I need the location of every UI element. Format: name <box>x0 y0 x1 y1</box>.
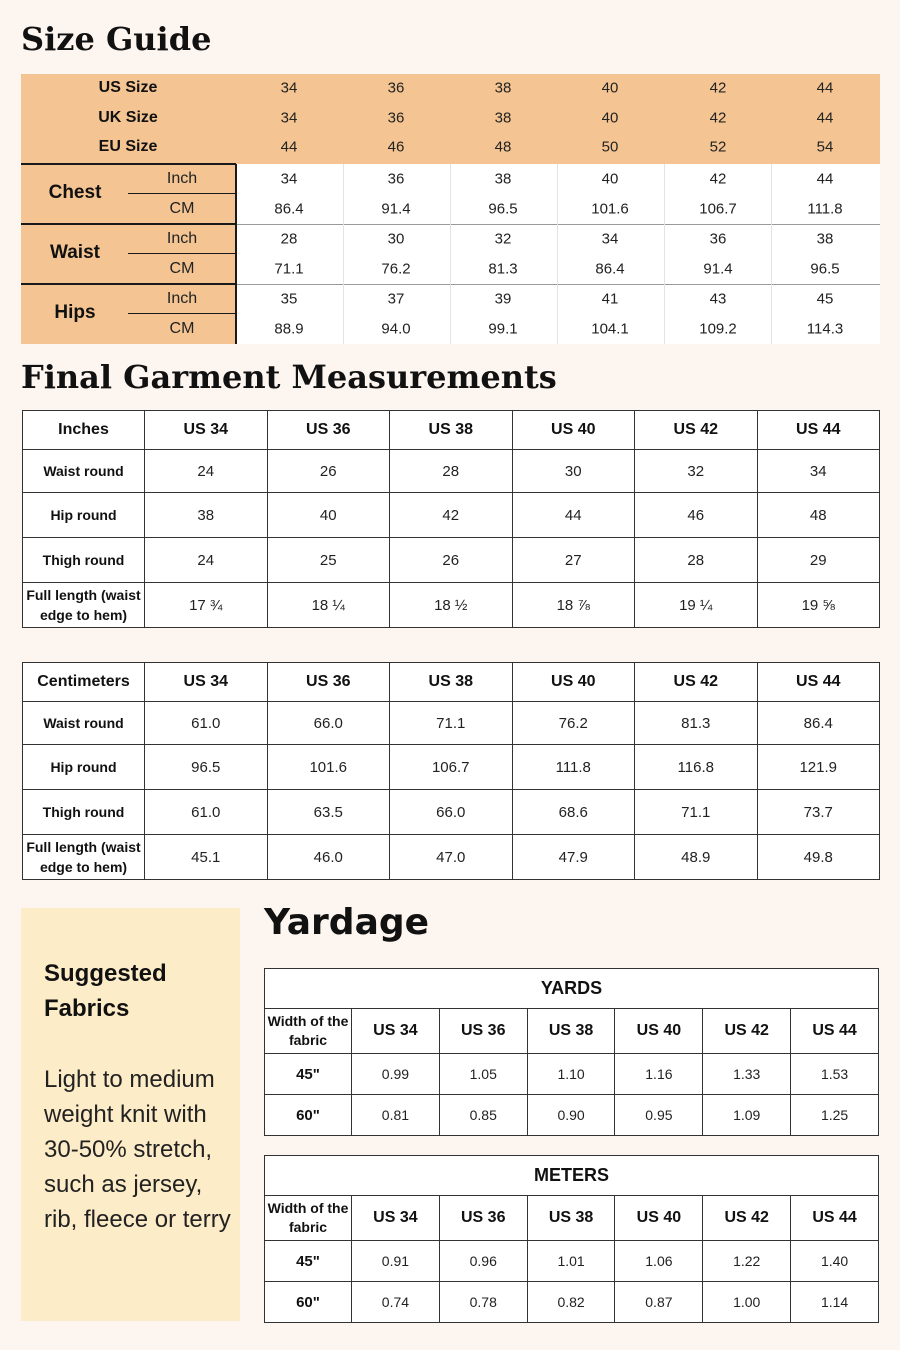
garment-measurements-title: Final Garment Measurements <box>21 358 557 396</box>
table-row <box>265 1241 879 1282</box>
unit-label: Inch <box>166 170 198 187</box>
yardage-cell: 0.90 <box>527 1095 615 1136</box>
measurement-value: 32 <box>494 230 512 248</box>
table-row <box>23 835 880 880</box>
measurement-cell: 116.8 <box>635 745 758 790</box>
measurement-cell: 38 <box>145 493 268 538</box>
measurement-value: 86.4 <box>595 260 625 278</box>
unit-label: CM <box>169 200 195 217</box>
measurement-cell: 40 <box>267 493 390 538</box>
size-column-header: US 34 <box>352 1196 440 1241</box>
size-header-value: 52 <box>709 138 727 156</box>
measurement-value: 106.7 <box>699 200 737 218</box>
yardage-meters-table <box>264 1155 879 1323</box>
table-row <box>23 745 880 790</box>
measurement-value: 81.3 <box>488 260 518 278</box>
cell-separator <box>664 164 665 224</box>
measurement-value: 34 <box>601 230 619 248</box>
measurement-cell: 71.1 <box>635 790 758 835</box>
measurement-value: 38 <box>494 170 512 188</box>
size-header-value: 36 <box>387 79 405 97</box>
measurement-cell: 34 <box>757 450 880 493</box>
measurement-row-label: Waist round <box>23 450 145 493</box>
measurement-cell: 68.6 <box>512 790 635 835</box>
size-header-value: 44 <box>816 79 834 97</box>
measurement-value: 41 <box>601 290 619 308</box>
yardage-cell: 0.99 <box>352 1054 440 1095</box>
suggested-fabrics-text: Light to medium weight knit with 30-50% stretch, such as jersey, rib, fleece or terry <box>44 1066 231 1233</box>
measurement-value: 109.2 <box>699 320 737 338</box>
measurement-value: 34 <box>280 170 298 188</box>
cell-separator <box>450 224 451 284</box>
table-row <box>23 493 880 538</box>
measurement-value: 91.4 <box>381 200 411 218</box>
measurement-value: 37 <box>387 290 405 308</box>
measurement-value: 76.2 <box>381 260 411 278</box>
measurement-cell: 121.9 <box>757 745 880 790</box>
measurement-value: 111.8 <box>807 200 843 218</box>
size-column-header: US 42 <box>635 663 758 702</box>
measurement-row-label: Waist round <box>23 702 145 745</box>
size-guide-title: Size Guide <box>21 20 212 58</box>
measurement-cell: 27 <box>512 538 635 583</box>
size-column-header: US 34 <box>145 411 268 450</box>
size-guide-table <box>21 74 880 344</box>
size-column-header: US 34 <box>145 663 268 702</box>
fabric-width-header: Width of the fabric <box>265 1009 352 1054</box>
measurement-cell: 111.8 <box>512 745 635 790</box>
cell-separator <box>450 284 451 344</box>
size-system-label: UK Size <box>98 109 158 126</box>
yardage-cell: 1.33 <box>703 1054 791 1095</box>
measurement-cell: 76.2 <box>512 702 635 745</box>
yardage-cell: 1.22 <box>703 1241 791 1282</box>
measurement-cell: 26 <box>390 538 513 583</box>
size-column-header: US 36 <box>267 411 390 450</box>
size-column-header: US 40 <box>615 1196 703 1241</box>
cell-separator <box>343 284 344 344</box>
yardage-unit-caption: METERS <box>265 1156 879 1196</box>
measurement-row-label: Thigh round <box>23 790 145 835</box>
measurement-cell: 66.0 <box>390 790 513 835</box>
yardage-cell: 1.25 <box>791 1095 879 1136</box>
size-header-value: 48 <box>494 138 512 156</box>
measurement-cell: 86.4 <box>757 702 880 745</box>
measurement-cell: 49.8 <box>757 835 880 880</box>
yardage-unit-caption: YARDS <box>265 969 879 1009</box>
measurement-cell: 19 ⅝ <box>757 583 880 628</box>
yardage-yards-table <box>264 968 879 1136</box>
measurement-cell: 61.0 <box>145 790 268 835</box>
measurement-cell: 44 <box>512 493 635 538</box>
yardage-cell: 1.53 <box>791 1054 879 1095</box>
measurement-row-label: Hip round <box>23 493 145 538</box>
measurement-cell: 25 <box>267 538 390 583</box>
unit-divider <box>128 313 236 314</box>
measurement-row-label: Thigh round <box>23 538 145 583</box>
cell-separator <box>343 164 344 224</box>
cell-separator <box>557 284 558 344</box>
size-header-value: 44 <box>280 138 298 156</box>
size-header-value: 42 <box>709 79 727 97</box>
measurement-cell: 28 <box>390 450 513 493</box>
measurement-row-label: Hip round <box>23 745 145 790</box>
measurement-cell: 61.0 <box>145 702 268 745</box>
size-header-value: 38 <box>494 79 512 97</box>
unit-label: Inch <box>166 230 198 247</box>
size-column-header: US 40 <box>512 411 635 450</box>
yardage-cell: 1.01 <box>527 1241 615 1282</box>
measurement-value: 114.3 <box>806 320 844 338</box>
fabric-width-label: 60" <box>265 1282 352 1323</box>
measurement-value: 36 <box>387 170 405 188</box>
measurement-row-label: Full length (waist edge to hem) <box>23 583 145 628</box>
measurement-cell: 24 <box>145 538 268 583</box>
yardage-cell: 1.06 <box>615 1241 703 1282</box>
size-header-value: 46 <box>387 138 405 156</box>
table-row <box>23 538 880 583</box>
size-column-header: US 42 <box>703 1196 791 1241</box>
size-column-header: US 38 <box>390 663 513 702</box>
size-column-header: US 42 <box>635 411 758 450</box>
measurement-value: 96.5 <box>488 200 518 218</box>
size-system-label: EU Size <box>98 138 158 155</box>
size-header-value: 40 <box>601 109 619 127</box>
measurement-group-label: Hips <box>54 302 96 323</box>
label-divider <box>235 164 237 344</box>
measurement-cell: 45.1 <box>145 835 268 880</box>
yardage-cell: 1.40 <box>791 1241 879 1282</box>
size-column-header: US 44 <box>791 1196 879 1241</box>
cell-separator <box>343 224 344 284</box>
table-row <box>265 1054 879 1095</box>
unit-label: Inch <box>166 290 198 307</box>
size-header-value: 34 <box>280 79 298 97</box>
yardage-cell: 1.14 <box>791 1282 879 1323</box>
size-column-header: US 38 <box>390 411 513 450</box>
size-header-value: 40 <box>601 79 619 97</box>
row-divider <box>236 284 880 285</box>
measurement-cell: 18 ¼ <box>267 583 390 628</box>
row-divider <box>236 224 880 225</box>
measurement-cell: 81.3 <box>635 702 758 745</box>
yardage-cell: 0.85 <box>439 1095 527 1136</box>
group-divider <box>21 283 236 285</box>
unit-label: CM <box>169 320 195 337</box>
measurement-cell: 18 ½ <box>390 583 513 628</box>
suggested-fabrics-title: Suggested Fabrics <box>44 960 167 1022</box>
size-column-header: US 44 <box>757 411 880 450</box>
yardage-cell: 0.78 <box>439 1282 527 1323</box>
unit-divider <box>128 193 236 194</box>
table-row <box>23 450 880 493</box>
measurement-value: 104.1 <box>591 320 629 338</box>
yardage-cell: 0.74 <box>352 1282 440 1323</box>
measurement-value: 39 <box>494 290 512 308</box>
size-header-value: 50 <box>601 138 619 156</box>
size-column-header: US 34 <box>352 1009 440 1054</box>
measurement-value: 91.4 <box>703 260 733 278</box>
measurement-cell: 101.6 <box>267 745 390 790</box>
size-column-header: US 44 <box>757 663 880 702</box>
yardage-cell: 1.05 <box>439 1054 527 1095</box>
measurement-cell: 71.1 <box>390 702 513 745</box>
table-row <box>23 790 880 835</box>
fabric-width-label: 60" <box>265 1095 352 1136</box>
measurement-cell: 17 ¾ <box>145 583 268 628</box>
measurement-cell: 48 <box>757 493 880 538</box>
yardage-cell: 0.87 <box>615 1282 703 1323</box>
measurement-value: 28 <box>280 230 298 248</box>
cell-separator <box>664 284 665 344</box>
garment-inches-table <box>22 410 880 628</box>
measurement-cell: 30 <box>512 450 635 493</box>
measurement-cell: 73.7 <box>757 790 880 835</box>
measurement-cell: 96.5 <box>145 745 268 790</box>
yardage-cell: 1.09 <box>703 1095 791 1136</box>
suggested-fabrics-box <box>21 908 240 1321</box>
measurement-cell: 46.0 <box>267 835 390 880</box>
measurement-cell: 28 <box>635 538 758 583</box>
group-divider <box>21 163 236 165</box>
measurement-value: 42 <box>709 170 727 188</box>
measurement-cell: 26 <box>267 450 390 493</box>
measurement-value: 96.5 <box>810 260 840 278</box>
size-column-header: US 36 <box>439 1196 527 1241</box>
size-column-header: US 40 <box>615 1009 703 1054</box>
fabric-width-header: Width of the fabric <box>265 1196 352 1241</box>
measurement-value: 71.1 <box>274 260 304 278</box>
size-column-header: US 36 <box>439 1009 527 1054</box>
size-header-value: 44 <box>816 109 834 127</box>
cell-separator <box>771 164 772 224</box>
measurement-value: 94.0 <box>381 320 411 338</box>
measurement-cell: 29 <box>757 538 880 583</box>
yardage-cell: 1.10 <box>527 1054 615 1095</box>
yardage-cell: 0.95 <box>615 1095 703 1136</box>
yardage-cell: 1.00 <box>703 1282 791 1323</box>
size-column-header: US 38 <box>527 1196 615 1241</box>
measurement-group-label: Chest <box>48 182 102 203</box>
measurement-cell: 42 <box>390 493 513 538</box>
table-row <box>265 1095 879 1136</box>
measurement-value: 30 <box>387 230 405 248</box>
size-column-header: US 42 <box>703 1009 791 1054</box>
measurement-value: 101.6 <box>591 200 629 218</box>
group-divider <box>21 223 236 225</box>
size-column-header: US 40 <box>512 663 635 702</box>
measurement-value: 38 <box>816 230 834 248</box>
cell-separator <box>557 224 558 284</box>
size-header-value: 34 <box>280 109 298 127</box>
measurement-cell: 63.5 <box>267 790 390 835</box>
measurement-value: 88.9 <box>274 320 304 338</box>
measurement-value: 99.1 <box>488 320 518 338</box>
yardage-cell: 0.81 <box>352 1095 440 1136</box>
measurement-value: 40 <box>601 170 619 188</box>
size-column-header: US 36 <box>267 663 390 702</box>
measurement-cell: 106.7 <box>390 745 513 790</box>
units-corner: Inches <box>23 411 145 450</box>
measurement-cell: 46 <box>635 493 758 538</box>
measurement-value: 45 <box>816 290 834 308</box>
measurement-group-label: Waist <box>50 242 100 263</box>
measurement-cell: 47.9 <box>512 835 635 880</box>
table-row <box>23 583 880 628</box>
unit-divider <box>128 253 236 254</box>
fabric-width-label: 45" <box>265 1241 352 1282</box>
cell-separator <box>664 224 665 284</box>
cell-separator <box>771 284 772 344</box>
fabric-width-label: 45" <box>265 1054 352 1095</box>
measurement-value: 43 <box>709 290 727 308</box>
yardage-cell: 1.16 <box>615 1054 703 1095</box>
yardage-title: Yardage <box>264 902 430 943</box>
yardage-cell: 0.91 <box>352 1241 440 1282</box>
measurement-value-area <box>236 164 880 344</box>
measurement-value: 36 <box>709 230 727 248</box>
table-row <box>23 702 880 745</box>
cell-separator <box>771 224 772 284</box>
size-header-value: 42 <box>709 109 727 127</box>
measurement-row-label: Full length (waist edge to hem) <box>23 835 145 880</box>
measurement-cell: 18 ⅞ <box>512 583 635 628</box>
garment-centimeters-table <box>22 662 880 880</box>
size-column-header: US 44 <box>791 1009 879 1054</box>
measurement-cell: 66.0 <box>267 702 390 745</box>
cell-separator <box>557 164 558 224</box>
measurement-value: 86.4 <box>274 200 304 218</box>
size-header-value: 38 <box>494 109 512 127</box>
measurement-cell: 47.0 <box>390 835 513 880</box>
measurement-cell: 32 <box>635 450 758 493</box>
size-header-value: 36 <box>387 109 405 127</box>
measurement-cell: 48.9 <box>635 835 758 880</box>
units-corner: Centimeters <box>23 663 145 702</box>
unit-label: CM <box>169 260 195 277</box>
measurement-value: 44 <box>816 170 834 188</box>
size-system-label: US Size <box>98 79 158 96</box>
size-header-value: 54 <box>816 138 834 156</box>
yardage-cell: 0.96 <box>439 1241 527 1282</box>
cell-separator <box>450 164 451 224</box>
measurement-cell: 24 <box>145 450 268 493</box>
size-column-header: US 38 <box>527 1009 615 1054</box>
yardage-cell: 0.82 <box>527 1282 615 1323</box>
table-row <box>265 1282 879 1323</box>
measurement-cell: 19 ¼ <box>635 583 758 628</box>
measurement-value: 35 <box>280 290 298 308</box>
